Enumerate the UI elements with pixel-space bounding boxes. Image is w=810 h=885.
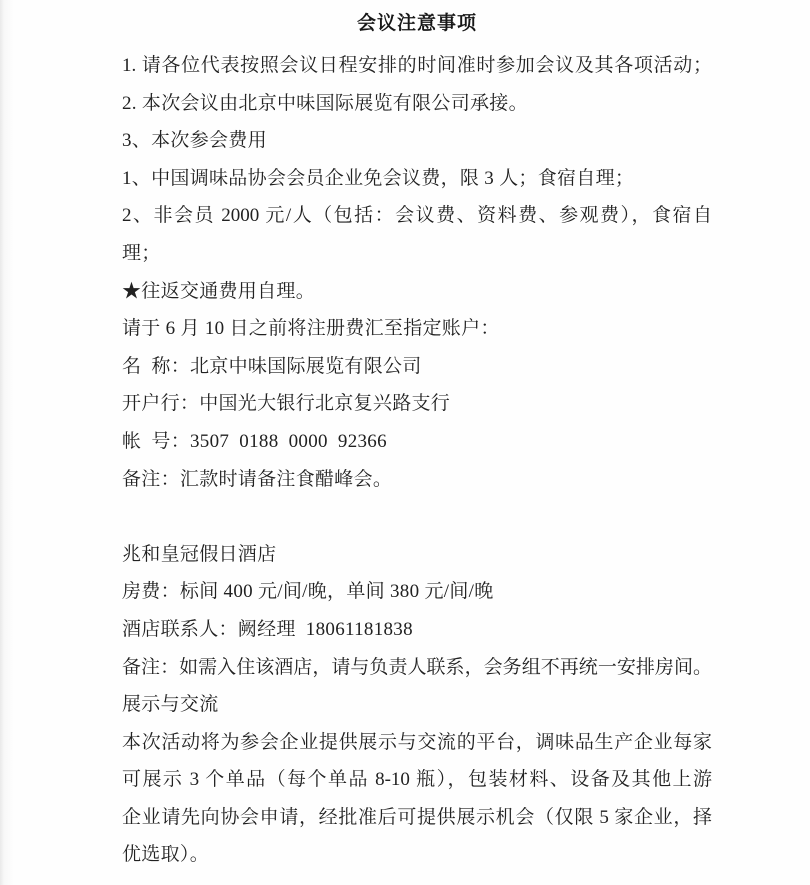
spacer	[122, 498, 712, 536]
remit-deadline: 请于 6 月 10 日之前将注册费汇至指定账户：	[122, 318, 500, 340]
bank-branch: 开户行：中国光大银行北京复兴路支行	[122, 393, 451, 415]
exhibit-para-line-4: 优选取）。	[122, 844, 210, 866]
hotel-name: 兆和皇冠假日酒店	[122, 543, 277, 565]
exhibit-heading: 展示与交流	[122, 694, 219, 716]
transport-note: ★往返交通费用自理。	[122, 280, 316, 302]
document-body	[122, 47, 712, 874]
fee-member: 1、中国调味品协会会员企业免会议费，限 3 人；食宿自理；	[122, 167, 635, 189]
fee-section-heading: 3、本次参会费用	[122, 130, 267, 152]
fee-nonmember: 2、非会员 2000 元/人（包括：会议费、资料费、参观费），食宿自	[122, 205, 712, 227]
exhibit-para-line-2: 可展示 3 个单品（每个单品 8-10 瓶），包装材料、设备及其他上游	[122, 769, 712, 791]
account-name: 名 称：北京中味国际展览有限公司	[122, 355, 422, 377]
remit-note: 备注：汇款时请备注食醋峰会。	[122, 468, 393, 490]
fee-nonmember-cont: 理；	[122, 242, 161, 264]
hotel-contact: 酒店联系人：阙经理 18061181838	[122, 618, 413, 640]
exhibit-para-line-3: 企业请先向协会申请，经批准后可提供展示机会（仅限 5 家企业，择	[122, 806, 712, 828]
room-rate: 房费：标间 400 元/间/晚，单间 380 元/间/晚	[122, 581, 494, 603]
account-number: 帐 号：3507 0188 0000 92366	[122, 430, 387, 452]
notice-item-1: 1. 请各位代表按照会议日程安排的时间准时参加会议及其各项活动；	[122, 55, 712, 76]
document-title: 会议注意事项	[356, 13, 477, 34]
hotel-note: 备注：如需入住该酒店，请与负责人联系，会务组不再统一安排房间。	[122, 656, 712, 678]
notice-item-2: 2. 本次会议由北京中味国际展览有限公司承接。	[122, 92, 528, 114]
exhibit-para-line-1: 本次活动将为参会企业提供展示与交流的平台，调味品生产企业每家	[122, 731, 712, 753]
